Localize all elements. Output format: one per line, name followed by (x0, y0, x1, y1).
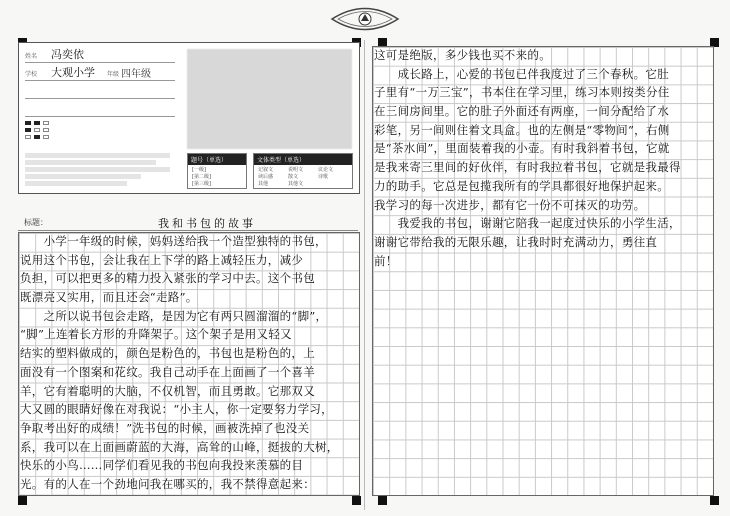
essay-line: 之所以说书包会走路，是因为它有两只圆溜溜的“脚”， (20, 308, 328, 323)
left-essay-text (20, 232, 358, 494)
essay-line: 系，我可以在上面画蔚蓝的大海，高耸的山峰，挺拔的大树， (20, 439, 339, 454)
essay-line: 前！ (374, 253, 398, 268)
registration-mark (710, 496, 719, 505)
essay-title: 我和书包的故事 (158, 217, 256, 230)
essay-line: 是“茶水间”，里面装着我的小壶。有时我斜着书包，它就 (374, 141, 670, 156)
school-label: 学校 (25, 71, 38, 78)
option[interactable]: 记叙文 (258, 167, 274, 173)
title-label: 标题： (24, 218, 48, 227)
emblem-logo (330, 4, 400, 34)
essay-line: 我学习的每一次进步，都有它一份不可抹灭的功劳。 (374, 197, 646, 212)
option[interactable]: [一级] (192, 167, 206, 173)
name-value: 冯奕依 (51, 48, 84, 61)
essay-line: 光。有的人在一个劲地问我在哪买的，我不禁得意起来： (20, 476, 315, 491)
essay-line: 结实的塑料做成的，颜色是粉色的，书包也是粉色的，上 (20, 346, 315, 361)
option[interactable]: 散文 (288, 174, 299, 180)
type-selection (187, 153, 352, 188)
option[interactable]: [第三级] (192, 181, 211, 187)
name-label: 姓名 (25, 53, 38, 60)
blank-field[interactable] (25, 103, 175, 117)
essay-line: 面没有一个图案和花纹。我自己动手在上面画了一个喜羊 (20, 364, 315, 379)
registration-mark (18, 496, 27, 505)
essay-line: 说用这个书包，会让我在上下学的路上减轻压力，减少 (20, 252, 304, 267)
essay-line: 是我来寄三里间的好伙伴，有时我拉着书包，它就是我最得 (374, 160, 681, 175)
page-fold (364, 40, 365, 510)
genre-box (253, 153, 353, 189)
student-info-box (18, 42, 360, 194)
essay-line: 小学一年级的时候，妈妈送给我一个造型独特的书包， (20, 234, 327, 248)
essay-line: 在三间房间里。它的肚子外面还有两座，一间分配给了水 (374, 104, 669, 119)
option[interactable]: [第二级] (192, 174, 211, 180)
registration-mark (352, 496, 361, 505)
essay-line: 大又圆的眼睛好像在对我说：“小主人，你一定要努力学习， (20, 402, 333, 417)
question-number-header: 题号（单选） (188, 154, 246, 165)
grade-label: 年级 (107, 71, 120, 78)
genre-header: 文体类型（单选） (254, 154, 352, 165)
option[interactable]: 读后感 (258, 174, 274, 180)
question-number-box (187, 153, 247, 189)
answer-bubbles (25, 121, 49, 142)
grade-value: 四年级 (121, 69, 151, 80)
student-fields (25, 49, 175, 121)
essay-line: “脚”上连着长方形的升降架子。这个架子是用又轻又 (20, 327, 292, 342)
blank-field[interactable] (25, 85, 175, 99)
title-row (18, 216, 358, 231)
essay-line: 成长路上，心爱的书包已伴我度过了三个春秋。它肚 (374, 66, 669, 81)
essay-line: 快乐的小鸟……同学们看见我的书包向我投来羡慕的目 (20, 458, 304, 473)
essay-line: 子里有“一万三宝”，书本住在学习里，练习本则按类分住 (374, 85, 670, 100)
essay-line: 我爱我的书包，谢谢它陪我一起度过快乐的小学生活， (374, 216, 681, 231)
instructions-notes (25, 153, 170, 186)
barcode-area (187, 49, 352, 149)
name-field[interactable] (25, 49, 175, 63)
essay-line: 力的助手。它总是包揽我所有的学具都很好地保护起来。 (374, 178, 669, 193)
essay-line: 争取考出好的成绩！”洗书包的时候，画被洗掉了也没关 (20, 420, 310, 435)
registration-mark (378, 496, 387, 505)
essay-line: 既漂亮又实用，而且还会“走路”。 (20, 290, 198, 305)
school-value: 大观小学 (51, 66, 95, 79)
option[interactable]: 其他文 (288, 181, 304, 187)
essay-line: 谢谢它带给我的无限乐趣，让我时时充满动力，勇往直 (374, 234, 658, 249)
option[interactable]: 说明文 (288, 167, 304, 173)
right-essay-text (374, 46, 712, 270)
essay-line: 羊，它有着聪明的大脑，不仅机智，而且勇敢。它那双又 (20, 383, 315, 398)
essay-line: 彩笔，另一间则住着文具盒。也的左侧是“零物间”，右侧 (374, 122, 670, 137)
option[interactable]: 其他 (258, 181, 269, 187)
school-field[interactable] (25, 67, 175, 81)
essay-line: 负担，可以把更多的精力投入紧张的学习中去。这个书包 (20, 271, 315, 286)
essay-line: 这可是绝版，多少钱也买不来的。 (374, 48, 551, 62)
option[interactable]: 诗歌 (318, 174, 329, 180)
option[interactable]: 议论文 (318, 167, 334, 173)
